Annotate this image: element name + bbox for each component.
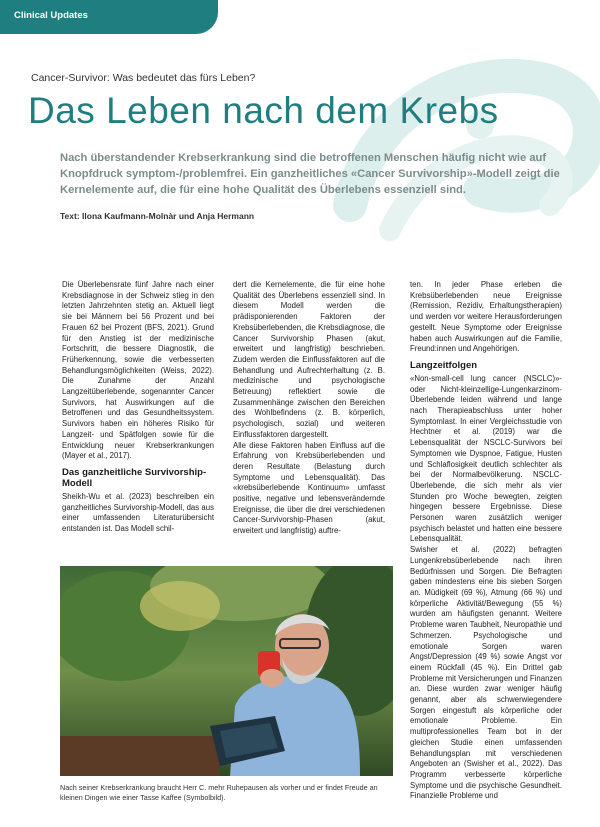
article-lead: Nach überstandender Krebserkrankung sind die betroffenen Menschen häufig nicht wie auf Knopfdruck symptom-/problemfrei. Ein ganzheitliches «Cancer Survivorship»-Modell zeigt die Kernelemente auf, die für eine hohe Qualität des Überlebens essenziell sind.	[60, 152, 560, 196]
column3-paragraph-1: ten. In jeder Phase erleben die Krebsüberlebenden neue Ereignisse (Remission, Rezidiv, Erhaltungstherapien) und werden vor weitere Herausforderungen gestellt. Neue Symptome oder Ereignisse haben auch Auswirkungen auf die Familie, Freund:innen und Angehörigen.	[410, 280, 562, 354]
section-tab-label: Clinical Updates	[14, 10, 88, 21]
column3-paragraph-3: Swisher et al. (2022) befragten Lungenkrebsüberlebende nach ihren Bedürfnissen und Sorgen. Die Befragten gaben mindestens eine bis sieben Sorgen an. Müdigkeit (69 %), Atmung (66 %) und körperliche Aktivität/Bewegung (55 %) wurden am häufigsten genannt. Weitere Probleme waren Taubheit, Neuropathie und Schmerzen. Psychologische und emotionale Sorgen waren Angst/Depression (49 %) sowie Angst vor einem Rückfall (45 %). Ein Drittel gab Probleme mit Versicherungen und Finanzen an. Diese wurden zwar weniger häufig genannt, aber als schwerwiegendere Sorgen eingestuft als körperliche oder emotionale Probleme. Ein multiprofessionelles Team bot in der gleichen Studie einen umfassenden Behandlungsplan mit verschiedenen Angeboten an (Swisher et al., 2022). Das Programm verbesserte körperliche Symptome und die psychische Gesundheit. Finanzielle Probleme und	[410, 545, 562, 801]
article-kicker: Cancer-Survivor: Was bedeutet das fürs Leben?	[31, 72, 256, 84]
column2-paragraph-1: dert die Kernelemente, die für eine hohe Qualität des Überlebens essenziell sind. In diesem Modell werden die prädisponierenden Faktoren der Krebsüberlebenden, die Krebsdiagnose, die Cancer Survivorship Phasen (akut, erweitert und langfristig) beschrieben. Zudem werden die Einflussfaktoren auf die Behandlung und Aufrechterhaltung (z. B. medizinische und psychologische Betreuung) reflektiert sowie die Zusammenhänge zwischen den Bereichen des Wohlbefindens (z. B. körperlich, psychologisch, sozial) und weiteren Einflussfaktoren dargestellt.	[233, 280, 385, 439]
text-column-2	[233, 280, 385, 537]
text-column-3	[410, 280, 562, 802]
column3-paragraph-2: «Non-small-cell lung cancer (NSCLC)»-oder Nicht-kleinzellige-Lungenkarzinom-Überlebende leiden während und lange nach Therapieabschluss unter hoher Symptomlast. In einer Vergleichsstudie von Hechtner et al. (2019) war die Lebensqualität der NSCLC-Survivors bei Symptomen wie Dyspnoe, Fatigue, Husten und Schlaflosigkeit deutlich schlechter als bei der Normalbevölkerung. NSCLC-Überlebende, die sich mehr als vier Stunden pro Woche bewegten, zeigten hingegen bessere Ergebnisse. Diese Personen waren zusätzlich weniger psychisch belastet und hatten eine bessere Lebensqualität.	[410, 373, 562, 544]
photo-table	[60, 736, 220, 776]
text-column-1	[62, 280, 214, 535]
man-hand	[260, 669, 284, 687]
column1-paragraph-2: Sheikh-Wu et al. (2023) beschreiben ein ganzheitliches Survivorship-Modell, das aus einer umfassenden Literaturübersicht entstanden ist. Das Modell schil-	[62, 491, 214, 534]
photo-caption: Nach seiner Krebserkrankung braucht Herr C. mehr Ruhepausen als vorher und er findet Freude an kleinen Dingen wie einer Tasse Kaffee (Symbolbild).	[60, 783, 378, 802]
column3-subheading: Langzeitfolgen	[410, 359, 478, 371]
article-photo	[60, 566, 393, 776]
column1-paragraph-1: Die Überlebensrate fünf Jahre nach einer Krebsdiagnose in der Schweiz stieg in den letzten Jahrzehnten stetig an. Aktuell liegt sie bei Männern bei 56 Prozent und bei Frauen 62 bei Prozent (BFS, 2021). Grund für den Anstieg ist der medizinische Fortschritt, die bessere Diagnostik, die Früherkennung, sowie die verbesserten Behandlungsmöglichkeiten (Weiss, 2022). Die Zunahme der Anzahl Langzeitüberlebende, sogenannter Cancer Survivors, hat Auswirkungen auf die Betroffenen und das Gesundheitssystem. Survivors haben ein höheres Risiko für Langzeit- und Spätfolgen sowie für die Entwicklung neuer Krebserkrankungen (Mayer et al., 2017).	[62, 280, 214, 461]
photo-foliage-bright	[140, 581, 220, 631]
column1-subheading: Das ganzheitliche Survivorship-Modell	[62, 466, 207, 489]
section-tab	[0, 0, 218, 34]
article-headline: Das Leben nach dem Krebs	[28, 90, 499, 131]
article-byline: Text: Ilona Kaufmann-Molnàr und Anja Hermann	[60, 211, 255, 221]
column2-paragraph-2: Alle diese Faktoren haben Einfluss auf die Erfahrung von Krebsüberlebenden und deren Resultate (Belastung durch Symptome und Lebensqualität). Das «krebsüberlebende Kontinuum» umfasst positive, negative und lebensverändernde Ereignisse, die über die drei verschiedenen Cancer-Survivorship-Phasen (akut, erweitert und langfristig) auftre-	[233, 440, 385, 536]
